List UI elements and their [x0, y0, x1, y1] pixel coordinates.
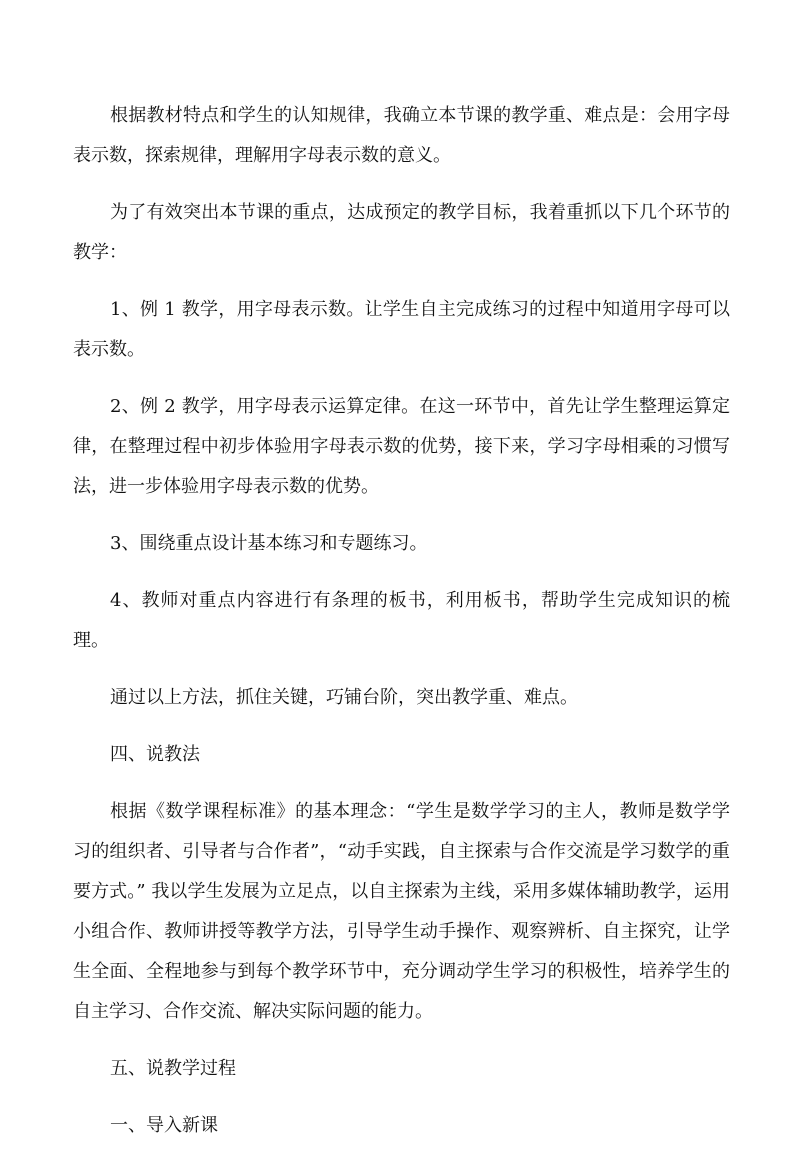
paragraph-summary: 通过以上方法，抓住关键，巧铺台阶，突出教学重、难点。	[110, 687, 578, 708]
section-heading-teaching-method: 四、说教法	[110, 744, 200, 765]
document-body	[73, 96, 730, 1163]
paragraph-step-1: 1、例 1 教学，用字母表示数。让学生自主完成练习的过程中知道用字母可以表示数。	[73, 299, 730, 360]
paragraph-teaching-focus: 为了有效突出本节课的重点，达成预定的教学目标，我着重抓以下几个环节的教学：	[73, 202, 730, 263]
subsection-heading-introduction: 一、导入新课	[110, 1115, 218, 1136]
paragraph-key-points: 根据教材特点和学生的认知规律，我确立本节课的教学重、难点是：会用字母表示数，探索规律，理解用字母表示数的意义。	[73, 105, 730, 166]
paragraph-teaching-method: 根据《数学课程标准》的基本理念：“学生是数学学习的主人，教师是数学学习的组织者、引导者与合作者”，“动手实践，自主探索与合作交流是学习数学的重要方式。” 我以学生发展为立足点，以自主探索为主线，采用多媒体辅助教学，运用小组合作、教师讲授等教学方法，引导学生动手操作、观察辨析、自主探究，让学生全面、全程地参与到每个教学环节中，充分调动学生学习的积极性，培养学生的自主学习、合作交流、解决实际问题的能力。	[73, 801, 730, 1022]
paragraph-step-4: 4、教师对重点内容进行有条理的板书，利用板书，帮助学生完成知识的梳理。	[73, 590, 730, 651]
section-heading-teaching-process: 五、说教学过程	[110, 1058, 236, 1079]
paragraph-step-2: 2、例 2 教学，用字母表示运算定律。在这一环节中，首先让学生整理运算定律，在整理过程中初步体验用字母表示数的优势，接下来，学习字母相乘的习惯写法，进一步体验用字母表示数的优势。	[73, 396, 730, 497]
paragraph-step-3: 3、围绕重点设计基本练习和专题练习。	[110, 533, 428, 554]
